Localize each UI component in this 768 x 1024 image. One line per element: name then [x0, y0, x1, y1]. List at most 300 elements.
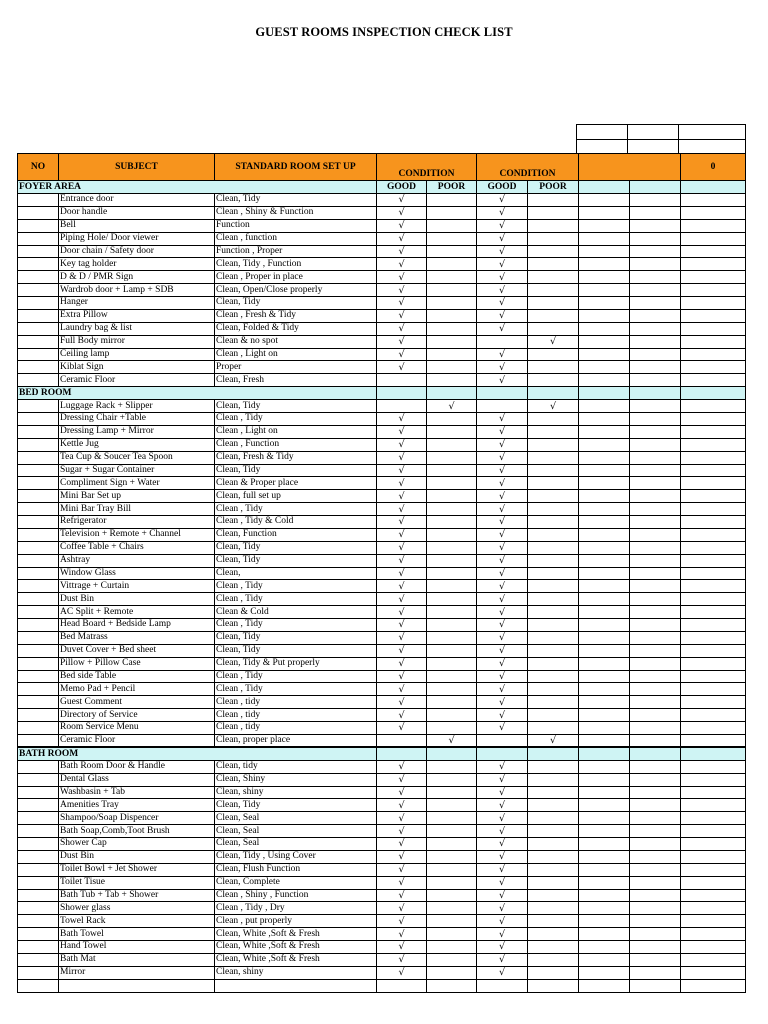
check-cell-g1[interactable]	[377, 631, 427, 644]
check-cell-g1[interactable]	[377, 413, 427, 426]
check-cell-g1[interactable]	[377, 232, 427, 245]
row-extra-cell[interactable]	[579, 786, 630, 799]
check-cell-p2[interactable]	[528, 374, 579, 387]
row-no-cell[interactable]	[18, 580, 59, 593]
check-cell-g2[interactable]	[477, 580, 528, 593]
row-extra-cell[interactable]	[579, 271, 630, 284]
check-cell-g2[interactable]	[477, 941, 528, 954]
row-extra-cell[interactable]	[579, 941, 630, 954]
row-extra-cell[interactable]	[681, 799, 746, 812]
empty-cell[interactable]	[377, 979, 427, 992]
check-cell-g1[interactable]	[377, 722, 427, 735]
row-extra-cell[interactable]	[630, 438, 681, 451]
row-extra-cell[interactable]	[579, 928, 630, 941]
row-extra-cell[interactable]	[681, 425, 746, 438]
row-extra-cell[interactable]	[630, 309, 681, 322]
check-cell-p2[interactable]	[528, 438, 579, 451]
check-cell-p1[interactable]	[427, 425, 477, 438]
check-cell-p1[interactable]	[427, 696, 477, 709]
row-extra-cell[interactable]	[579, 696, 630, 709]
row-extra-cell[interactable]	[579, 322, 630, 335]
row-extra-cell[interactable]	[579, 361, 630, 374]
row-extra-cell[interactable]	[681, 528, 746, 541]
empty-cell[interactable]	[59, 979, 215, 992]
check-cell-g1[interactable]	[377, 284, 427, 297]
row-extra-cell[interactable]	[681, 219, 746, 232]
check-cell-p1[interactable]	[427, 644, 477, 657]
check-cell-g1[interactable]	[377, 619, 427, 632]
check-cell-g1[interactable]	[377, 825, 427, 838]
check-cell-p2[interactable]	[528, 734, 579, 747]
empty-cell[interactable]	[681, 979, 746, 992]
check-cell-p2[interactable]	[528, 928, 579, 941]
check-cell-g1[interactable]	[377, 734, 427, 747]
row-extra-cell[interactable]	[681, 593, 746, 606]
check-cell-g2[interactable]	[477, 284, 528, 297]
row-no-cell[interactable]	[18, 644, 59, 657]
row-extra-cell[interactable]	[579, 966, 630, 979]
row-extra-cell[interactable]	[579, 451, 630, 464]
row-extra-cell[interactable]	[579, 657, 630, 670]
row-extra-cell[interactable]	[630, 322, 681, 335]
check-cell-g2[interactable]	[477, 206, 528, 219]
check-cell-p2[interactable]	[528, 941, 579, 954]
check-cell-g1[interactable]	[377, 863, 427, 876]
row-extra-cell[interactable]	[630, 850, 681, 863]
row-extra-cell[interactable]	[630, 297, 681, 310]
row-extra-cell[interactable]	[681, 258, 746, 271]
row-extra-cell[interactable]	[630, 722, 681, 735]
check-cell-p1[interactable]	[427, 490, 477, 503]
row-extra-cell[interactable]	[681, 451, 746, 464]
check-cell-g1[interactable]	[377, 400, 427, 413]
check-cell-g1[interactable]	[377, 966, 427, 979]
check-cell-g2[interactable]	[477, 309, 528, 322]
check-cell-g2[interactable]	[477, 219, 528, 232]
check-cell-p1[interactable]	[427, 232, 477, 245]
row-extra-cell[interactable]	[681, 348, 746, 361]
row-extra-cell[interactable]	[681, 606, 746, 619]
row-extra-cell[interactable]	[579, 194, 630, 207]
check-cell-g2[interactable]	[477, 258, 528, 271]
row-extra-cell[interactable]	[630, 284, 681, 297]
row-no-cell[interactable]	[18, 786, 59, 799]
check-cell-p2[interactable]	[528, 528, 579, 541]
row-extra-cell[interactable]	[579, 876, 630, 889]
row-no-cell[interactable]	[18, 297, 59, 310]
check-cell-g1[interactable]	[377, 567, 427, 580]
check-cell-g1[interactable]	[377, 309, 427, 322]
row-extra-cell[interactable]	[579, 631, 630, 644]
check-cell-p1[interactable]	[427, 941, 477, 954]
check-cell-p2[interactable]	[528, 850, 579, 863]
check-cell-p2[interactable]	[528, 309, 579, 322]
check-cell-p2[interactable]	[528, 413, 579, 426]
row-extra-cell[interactable]	[630, 348, 681, 361]
row-no-cell[interactable]	[18, 374, 59, 387]
row-extra-cell[interactable]	[681, 966, 746, 979]
row-no-cell[interactable]	[18, 438, 59, 451]
row-extra-cell[interactable]	[681, 928, 746, 941]
check-cell-p2[interactable]	[528, 825, 579, 838]
check-cell-g2[interactable]	[477, 915, 528, 928]
check-cell-g2[interactable]	[477, 374, 528, 387]
row-extra-cell[interactable]	[630, 696, 681, 709]
check-cell-g2[interactable]	[477, 670, 528, 683]
check-cell-g1[interactable]	[377, 889, 427, 902]
row-no-cell[interactable]	[18, 335, 59, 348]
check-cell-g1[interactable]	[377, 503, 427, 516]
check-cell-g1[interactable]	[377, 516, 427, 529]
check-cell-p1[interactable]	[427, 413, 477, 426]
check-cell-p1[interactable]	[427, 541, 477, 554]
check-cell-p1[interactable]	[427, 722, 477, 735]
check-cell-p1[interactable]	[427, 760, 477, 773]
check-cell-p1[interactable]	[427, 593, 477, 606]
row-no-cell[interactable]	[18, 206, 59, 219]
check-cell-p2[interactable]	[528, 477, 579, 490]
check-cell-p2[interactable]	[528, 760, 579, 773]
row-extra-cell[interactable]	[681, 309, 746, 322]
check-cell-g1[interactable]	[377, 322, 427, 335]
row-extra-cell[interactable]	[630, 361, 681, 374]
check-cell-p1[interactable]	[427, 464, 477, 477]
row-no-cell[interactable]	[18, 670, 59, 683]
check-cell-p2[interactable]	[528, 425, 579, 438]
row-extra-cell[interactable]	[681, 722, 746, 735]
row-extra-cell[interactable]	[579, 477, 630, 490]
row-no-cell[interactable]	[18, 400, 59, 413]
check-cell-p1[interactable]	[427, 657, 477, 670]
row-no-cell[interactable]	[18, 631, 59, 644]
row-extra-cell[interactable]	[579, 902, 630, 915]
check-cell-p2[interactable]	[528, 696, 579, 709]
row-extra-cell[interactable]	[681, 554, 746, 567]
row-extra-cell[interactable]	[579, 503, 630, 516]
row-no-cell[interactable]	[18, 593, 59, 606]
row-no-cell[interactable]	[18, 413, 59, 426]
check-cell-p2[interactable]	[528, 361, 579, 374]
check-cell-p1[interactable]	[427, 322, 477, 335]
row-extra-cell[interactable]	[630, 516, 681, 529]
row-extra-cell[interactable]	[579, 838, 630, 851]
check-cell-p1[interactable]	[427, 825, 477, 838]
check-cell-p1[interactable]	[427, 516, 477, 529]
row-extra-cell[interactable]	[681, 438, 746, 451]
check-cell-g1[interactable]	[377, 297, 427, 310]
row-extra-cell[interactable]	[579, 516, 630, 529]
check-cell-g1[interactable]	[377, 528, 427, 541]
check-cell-p1[interactable]	[427, 928, 477, 941]
row-no-cell[interactable]	[18, 812, 59, 825]
row-extra-cell[interactable]	[579, 490, 630, 503]
check-cell-g2[interactable]	[477, 953, 528, 966]
row-extra-cell[interactable]	[681, 567, 746, 580]
row-no-cell[interactable]	[18, 953, 59, 966]
check-cell-g1[interactable]	[377, 799, 427, 812]
check-cell-p1[interactable]	[427, 335, 477, 348]
check-cell-g2[interactable]	[477, 709, 528, 722]
row-extra-cell[interactable]	[681, 477, 746, 490]
check-cell-g2[interactable]	[477, 889, 528, 902]
check-cell-p1[interactable]	[427, 683, 477, 696]
row-no-cell[interactable]	[18, 567, 59, 580]
check-cell-p2[interactable]	[528, 619, 579, 632]
row-no-cell[interactable]	[18, 451, 59, 464]
row-no-cell[interactable]	[18, 722, 59, 735]
check-cell-g2[interactable]	[477, 335, 528, 348]
check-cell-p1[interactable]	[427, 374, 477, 387]
check-cell-g1[interactable]	[377, 464, 427, 477]
check-cell-g1[interactable]	[377, 606, 427, 619]
check-cell-g1[interactable]	[377, 915, 427, 928]
row-extra-cell[interactable]	[579, 799, 630, 812]
empty-cell[interactable]	[630, 979, 681, 992]
row-extra-cell[interactable]	[579, 425, 630, 438]
check-cell-p2[interactable]	[528, 322, 579, 335]
row-no-cell[interactable]	[18, 928, 59, 941]
row-no-cell[interactable]	[18, 619, 59, 632]
check-cell-p1[interactable]	[427, 206, 477, 219]
row-extra-cell[interactable]	[579, 528, 630, 541]
check-cell-g1[interactable]	[377, 773, 427, 786]
row-extra-cell[interactable]	[681, 683, 746, 696]
row-extra-cell[interactable]	[630, 258, 681, 271]
row-extra-cell[interactable]	[681, 284, 746, 297]
check-cell-p2[interactable]	[528, 554, 579, 567]
check-cell-p1[interactable]	[427, 503, 477, 516]
check-cell-p2[interactable]	[528, 915, 579, 928]
check-cell-g1[interactable]	[377, 902, 427, 915]
check-cell-p1[interactable]	[427, 876, 477, 889]
row-extra-cell[interactable]	[681, 812, 746, 825]
check-cell-p2[interactable]	[528, 206, 579, 219]
row-extra-cell[interactable]	[579, 670, 630, 683]
row-extra-cell[interactable]	[681, 644, 746, 657]
row-extra-cell[interactable]	[630, 734, 681, 747]
check-cell-g2[interactable]	[477, 490, 528, 503]
check-cell-g2[interactable]	[477, 838, 528, 851]
check-cell-g1[interactable]	[377, 541, 427, 554]
check-cell-g1[interactable]	[377, 696, 427, 709]
check-cell-p2[interactable]	[528, 245, 579, 258]
score-box-cell[interactable]	[628, 125, 679, 140]
row-no-cell[interactable]	[18, 734, 59, 747]
check-cell-p2[interactable]	[528, 966, 579, 979]
check-cell-p2[interactable]	[528, 541, 579, 554]
row-extra-cell[interactable]	[579, 245, 630, 258]
check-cell-p1[interactable]	[427, 812, 477, 825]
check-cell-p1[interactable]	[427, 631, 477, 644]
row-extra-cell[interactable]	[630, 580, 681, 593]
row-extra-cell[interactable]	[579, 606, 630, 619]
row-extra-cell[interactable]	[630, 941, 681, 954]
empty-cell[interactable]	[528, 979, 579, 992]
row-extra-cell[interactable]	[579, 413, 630, 426]
check-cell-p1[interactable]	[427, 297, 477, 310]
row-no-cell[interactable]	[18, 966, 59, 979]
row-no-cell[interactable]	[18, 709, 59, 722]
check-cell-p1[interactable]	[427, 799, 477, 812]
row-extra-cell[interactable]	[579, 915, 630, 928]
row-extra-cell[interactable]	[579, 825, 630, 838]
check-cell-g2[interactable]	[477, 477, 528, 490]
row-extra-cell[interactable]	[681, 941, 746, 954]
row-no-cell[interactable]	[18, 503, 59, 516]
row-extra-cell[interactable]	[579, 374, 630, 387]
row-no-cell[interactable]	[18, 541, 59, 554]
row-no-cell[interactable]	[18, 516, 59, 529]
check-cell-g1[interactable]	[377, 194, 427, 207]
row-extra-cell[interactable]	[579, 760, 630, 773]
check-cell-p1[interactable]	[427, 361, 477, 374]
check-cell-p1[interactable]	[427, 889, 477, 902]
check-cell-p2[interactable]	[528, 503, 579, 516]
row-extra-cell[interactable]	[630, 953, 681, 966]
row-extra-cell[interactable]	[579, 335, 630, 348]
check-cell-p2[interactable]	[528, 348, 579, 361]
row-no-cell[interactable]	[18, 219, 59, 232]
check-cell-p2[interactable]	[528, 271, 579, 284]
row-extra-cell[interactable]	[681, 580, 746, 593]
row-no-cell[interactable]	[18, 657, 59, 670]
score-box-cell[interactable]	[679, 139, 746, 154]
row-extra-cell[interactable]	[579, 258, 630, 271]
row-extra-cell[interactable]	[681, 915, 746, 928]
check-cell-p1[interactable]	[427, 438, 477, 451]
row-extra-cell[interactable]	[681, 619, 746, 632]
check-cell-g2[interactable]	[477, 400, 528, 413]
check-cell-g2[interactable]	[477, 683, 528, 696]
check-cell-g2[interactable]	[477, 876, 528, 889]
check-cell-g2[interactable]	[477, 760, 528, 773]
row-extra-cell[interactable]	[681, 773, 746, 786]
check-cell-g1[interactable]	[377, 657, 427, 670]
check-cell-p2[interactable]	[528, 657, 579, 670]
check-cell-g2[interactable]	[477, 194, 528, 207]
row-extra-cell[interactable]	[681, 232, 746, 245]
check-cell-g2[interactable]	[477, 696, 528, 709]
score-box-cell[interactable]	[679, 125, 746, 140]
check-cell-p2[interactable]	[528, 516, 579, 529]
row-extra-cell[interactable]	[579, 400, 630, 413]
check-cell-g2[interactable]	[477, 232, 528, 245]
check-cell-p1[interactable]	[427, 348, 477, 361]
row-extra-cell[interactable]	[579, 348, 630, 361]
row-extra-cell[interactable]	[681, 194, 746, 207]
check-cell-g1[interactable]	[377, 374, 427, 387]
check-cell-p2[interactable]	[528, 953, 579, 966]
check-cell-g2[interactable]	[477, 812, 528, 825]
check-cell-g2[interactable]	[477, 554, 528, 567]
row-extra-cell[interactable]	[630, 915, 681, 928]
check-cell-g2[interactable]	[477, 644, 528, 657]
row-extra-cell[interactable]	[630, 619, 681, 632]
row-extra-cell[interactable]	[630, 232, 681, 245]
row-extra-cell[interactable]	[630, 490, 681, 503]
row-extra-cell[interactable]	[630, 683, 681, 696]
check-cell-p1[interactable]	[427, 734, 477, 747]
check-cell-p1[interactable]	[427, 309, 477, 322]
check-cell-g2[interactable]	[477, 567, 528, 580]
check-cell-g1[interactable]	[377, 953, 427, 966]
check-cell-g2[interactable]	[477, 297, 528, 310]
row-extra-cell[interactable]	[579, 734, 630, 747]
row-extra-cell[interactable]	[630, 503, 681, 516]
row-extra-cell[interactable]	[630, 657, 681, 670]
row-extra-cell[interactable]	[681, 850, 746, 863]
row-no-cell[interactable]	[18, 683, 59, 696]
row-no-cell[interactable]	[18, 554, 59, 567]
check-cell-g2[interactable]	[477, 631, 528, 644]
check-cell-g1[interactable]	[377, 335, 427, 348]
row-extra-cell[interactable]	[579, 593, 630, 606]
row-no-cell[interactable]	[18, 464, 59, 477]
check-cell-g1[interactable]	[377, 438, 427, 451]
check-cell-p1[interactable]	[427, 245, 477, 258]
row-extra-cell[interactable]	[579, 683, 630, 696]
check-cell-g1[interactable]	[377, 760, 427, 773]
check-cell-g2[interactable]	[477, 928, 528, 941]
empty-cell[interactable]	[18, 979, 59, 992]
check-cell-p2[interactable]	[528, 335, 579, 348]
check-cell-g1[interactable]	[377, 245, 427, 258]
check-cell-g2[interactable]	[477, 619, 528, 632]
row-extra-cell[interactable]	[681, 838, 746, 851]
check-cell-p1[interactable]	[427, 219, 477, 232]
check-cell-p1[interactable]	[427, 863, 477, 876]
row-no-cell[interactable]	[18, 258, 59, 271]
row-extra-cell[interactable]	[681, 786, 746, 799]
check-cell-g1[interactable]	[377, 271, 427, 284]
row-extra-cell[interactable]	[630, 413, 681, 426]
row-extra-cell[interactable]	[579, 619, 630, 632]
row-extra-cell[interactable]	[579, 863, 630, 876]
row-extra-cell[interactable]	[579, 297, 630, 310]
row-extra-cell[interactable]	[630, 606, 681, 619]
check-cell-p2[interactable]	[528, 812, 579, 825]
row-extra-cell[interactable]	[681, 670, 746, 683]
check-cell-g2[interactable]	[477, 451, 528, 464]
check-cell-p1[interactable]	[427, 773, 477, 786]
row-extra-cell[interactable]	[630, 477, 681, 490]
row-no-cell[interactable]	[18, 361, 59, 374]
row-no-cell[interactable]	[18, 902, 59, 915]
score-box-cell[interactable]	[577, 139, 628, 154]
row-extra-cell[interactable]	[630, 374, 681, 387]
empty-cell[interactable]	[579, 979, 630, 992]
row-extra-cell[interactable]	[630, 799, 681, 812]
check-cell-g1[interactable]	[377, 554, 427, 567]
row-extra-cell[interactable]	[630, 966, 681, 979]
check-cell-g2[interactable]	[477, 245, 528, 258]
row-extra-cell[interactable]	[630, 644, 681, 657]
check-cell-p2[interactable]	[528, 631, 579, 644]
row-extra-cell[interactable]	[681, 902, 746, 915]
score-box-cell[interactable]	[577, 125, 628, 140]
check-cell-p2[interactable]	[528, 258, 579, 271]
check-cell-p2[interactable]	[528, 580, 579, 593]
check-cell-p2[interactable]	[528, 876, 579, 889]
row-extra-cell[interactable]	[630, 709, 681, 722]
empty-cell[interactable]	[427, 979, 477, 992]
row-no-cell[interactable]	[18, 606, 59, 619]
row-extra-cell[interactable]	[579, 953, 630, 966]
row-extra-cell[interactable]	[630, 838, 681, 851]
check-cell-g2[interactable]	[477, 361, 528, 374]
row-extra-cell[interactable]	[579, 438, 630, 451]
row-no-cell[interactable]	[18, 889, 59, 902]
